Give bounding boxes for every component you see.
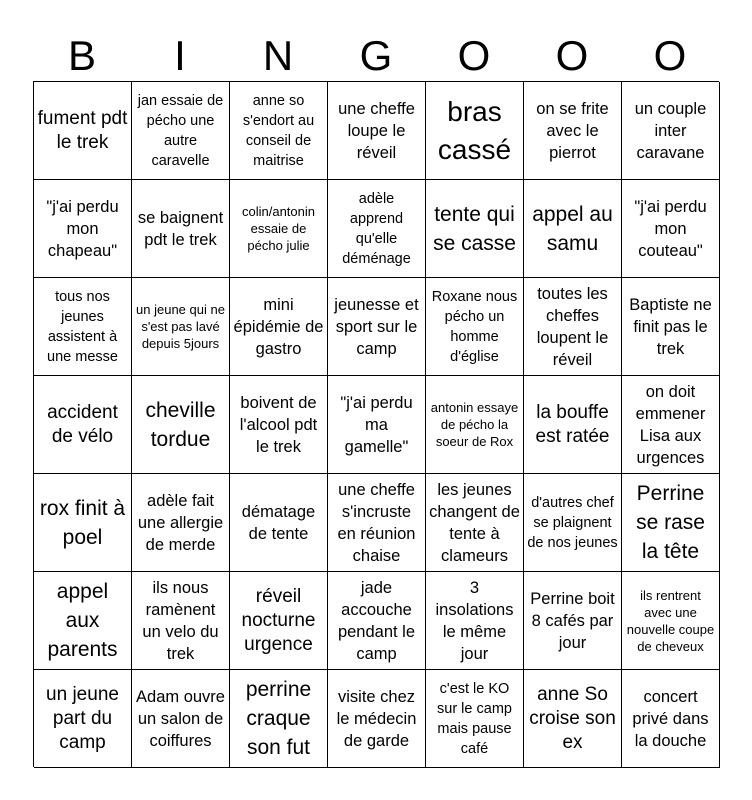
cell-text: "j'ai perdu mon couteau" [634, 197, 707, 260]
bingo-cell[interactable] [622, 572, 720, 670]
cell-text: Baptiste ne finit pas le trek [629, 295, 712, 358]
cell-text: adèle apprend qu'elle déménage [342, 190, 411, 267]
bingo-cell[interactable] [426, 474, 524, 572]
cell-text: un couple inter caravane [634, 99, 707, 162]
cell-text: colin/antonin essaie de pécho julie [242, 204, 315, 253]
cell-text: on se frite avec le pierrot [536, 99, 609, 162]
header-letter: O [653, 32, 687, 79]
cell-text: accident de vélo [47, 401, 118, 447]
cell-text: ils rentrent avec une nouvelle coupe de cheveux [626, 587, 715, 654]
cell-text: tente qui se casse [433, 202, 516, 255]
cell-text: jan essaie de pécho une autre caravelle [137, 92, 224, 169]
header-letter: I [174, 32, 186, 79]
bingo-cell[interactable] [328, 376, 426, 474]
bingo-cell[interactable] [426, 82, 524, 180]
cell-text: c'est le KO sur le camp mais pause café [437, 680, 512, 757]
cell-text: concert privé dans la douche [632, 687, 709, 750]
bingo-cell[interactable] [132, 278, 230, 376]
header-letter: B [67, 32, 96, 79]
cell-text: 3 insolations le même jour [435, 578, 514, 663]
cell-text: fument pdt le trek [37, 107, 128, 153]
bingo-cell[interactable] [328, 82, 426, 180]
bingo-cell[interactable] [622, 278, 720, 376]
cell-text: Perrine se rase la tête [636, 482, 705, 563]
bingo-cell[interactable] [230, 278, 328, 376]
cell-text: dématage de tente [241, 502, 316, 543]
bingo-cell[interactable] [524, 180, 622, 278]
cell-text: une cheffe s'incruste en réunion chaise [337, 480, 416, 565]
bingo-cell[interactable] [622, 376, 720, 474]
bingo-cell[interactable] [622, 180, 720, 278]
cell-text: "j'ai perdu mon chapeau" [46, 197, 119, 260]
cell-text: antonin essaye de pécho la soeur de Rox [430, 400, 519, 449]
cell-text: d'autres chef se plaignent de nos jeunes [527, 494, 618, 551]
bingo-cell[interactable] [426, 278, 524, 376]
cell-text: se baignent pdt le trek [137, 208, 224, 249]
cell-text: bras cassé [437, 95, 512, 165]
bingo-cell[interactable] [524, 572, 622, 670]
cell-text: Roxane nous pécho un homme d'église [431, 288, 518, 365]
bingo-header [33, 30, 719, 82]
cell-text: anne so s'endort au conseil de maitrise [242, 92, 315, 169]
bingo-cell[interactable] [230, 670, 328, 768]
cell-text: ils nous ramènent un velo du trek [142, 578, 219, 663]
header-letter: O [555, 32, 589, 79]
cell-text: la bouffe est ratée [535, 401, 610, 447]
bingo-cell[interactable] [328, 278, 426, 376]
bingo-cell[interactable] [328, 474, 426, 572]
cell-text: appel au samu [532, 202, 613, 255]
cell-text: toutes les cheffes loupent le réveil [536, 284, 609, 369]
bingo-cell[interactable] [524, 670, 622, 768]
bingo-cell[interactable] [622, 474, 720, 572]
cell-text: mini épidémie de gastro [233, 295, 324, 358]
cell-text: un jeune part du camp [46, 683, 119, 753]
bingo-cell[interactable] [132, 180, 230, 278]
cell-text: les jeunes changent de tente à clameurs [429, 480, 520, 565]
bingo-cell[interactable] [132, 376, 230, 474]
bingo-cell[interactable] [524, 82, 622, 180]
cell-text: boivent de l'alcool pdt le trek [239, 393, 318, 456]
bingo-cell[interactable] [132, 82, 230, 180]
bingo-cell[interactable] [622, 82, 720, 180]
cell-text: Adam ouvre un salon de coiffures [136, 687, 225, 750]
bingo-cell[interactable] [230, 180, 328, 278]
bingo-cell[interactable] [328, 670, 426, 768]
bingo-cell[interactable] [34, 474, 132, 572]
bingo-cell[interactable] [328, 180, 426, 278]
cell-text: réveil nocturne urgence [241, 585, 316, 655]
cell-text: jeunesse et sport sur le camp [334, 295, 419, 358]
bingo-cell[interactable] [524, 278, 622, 376]
cell-text: un jeune qui ne s'est pas lavé depuis 5jours [136, 302, 225, 351]
bingo-cell[interactable] [34, 670, 132, 768]
cell-text: Perrine boit 8 cafés par jour [530, 589, 615, 652]
bingo-cell[interactable] [230, 474, 328, 572]
bingo-cell[interactable] [34, 82, 132, 180]
cell-text: "j'ai perdu ma gamelle" [340, 393, 413, 456]
bingo-cell[interactable] [426, 572, 524, 670]
bingo-cell[interactable] [34, 572, 132, 670]
header-letter: O [457, 32, 491, 79]
cell-text: appel aux parents [47, 580, 118, 661]
bingo-grid [33, 81, 719, 767]
bingo-cell[interactable] [622, 670, 720, 768]
bingo-cell[interactable] [132, 572, 230, 670]
cell-text: une cheffe loupe le réveil [338, 99, 415, 162]
bingo-cell[interactable] [132, 670, 230, 768]
cell-text: cheville tordue [145, 398, 216, 451]
bingo-cell[interactable] [426, 376, 524, 474]
bingo-cell[interactable] [34, 278, 132, 376]
header-letter: G [359, 32, 393, 79]
cell-text: rox finit à poel [39, 496, 126, 549]
cell-text: anne So croise son ex [529, 683, 616, 753]
bingo-cell[interactable] [426, 670, 524, 768]
bingo-cell[interactable] [524, 376, 622, 474]
bingo-cell[interactable] [328, 572, 426, 670]
bingo-cell[interactable] [426, 180, 524, 278]
cell-text: perrine craque son fut [245, 678, 312, 759]
bingo-cell[interactable] [230, 82, 328, 180]
bingo-cell[interactable] [34, 376, 132, 474]
bingo-cell[interactable] [132, 474, 230, 572]
header-letter: N [262, 32, 294, 79]
cell-text: on doit emmener Lisa aux urgences [635, 382, 706, 467]
cell-text: adèle fait une allergie de merde [137, 491, 224, 554]
bingo-cell[interactable] [34, 180, 132, 278]
cell-text: tous nos jeunes assistent à une messe [47, 288, 118, 365]
cell-text: visite chez le médecin de garde [336, 687, 417, 750]
bingo-cell[interactable] [230, 376, 328, 474]
bingo-cell[interactable] [230, 572, 328, 670]
bingo-cell[interactable] [524, 474, 622, 572]
cell-text: jade accouche pendant le camp [337, 578, 416, 663]
